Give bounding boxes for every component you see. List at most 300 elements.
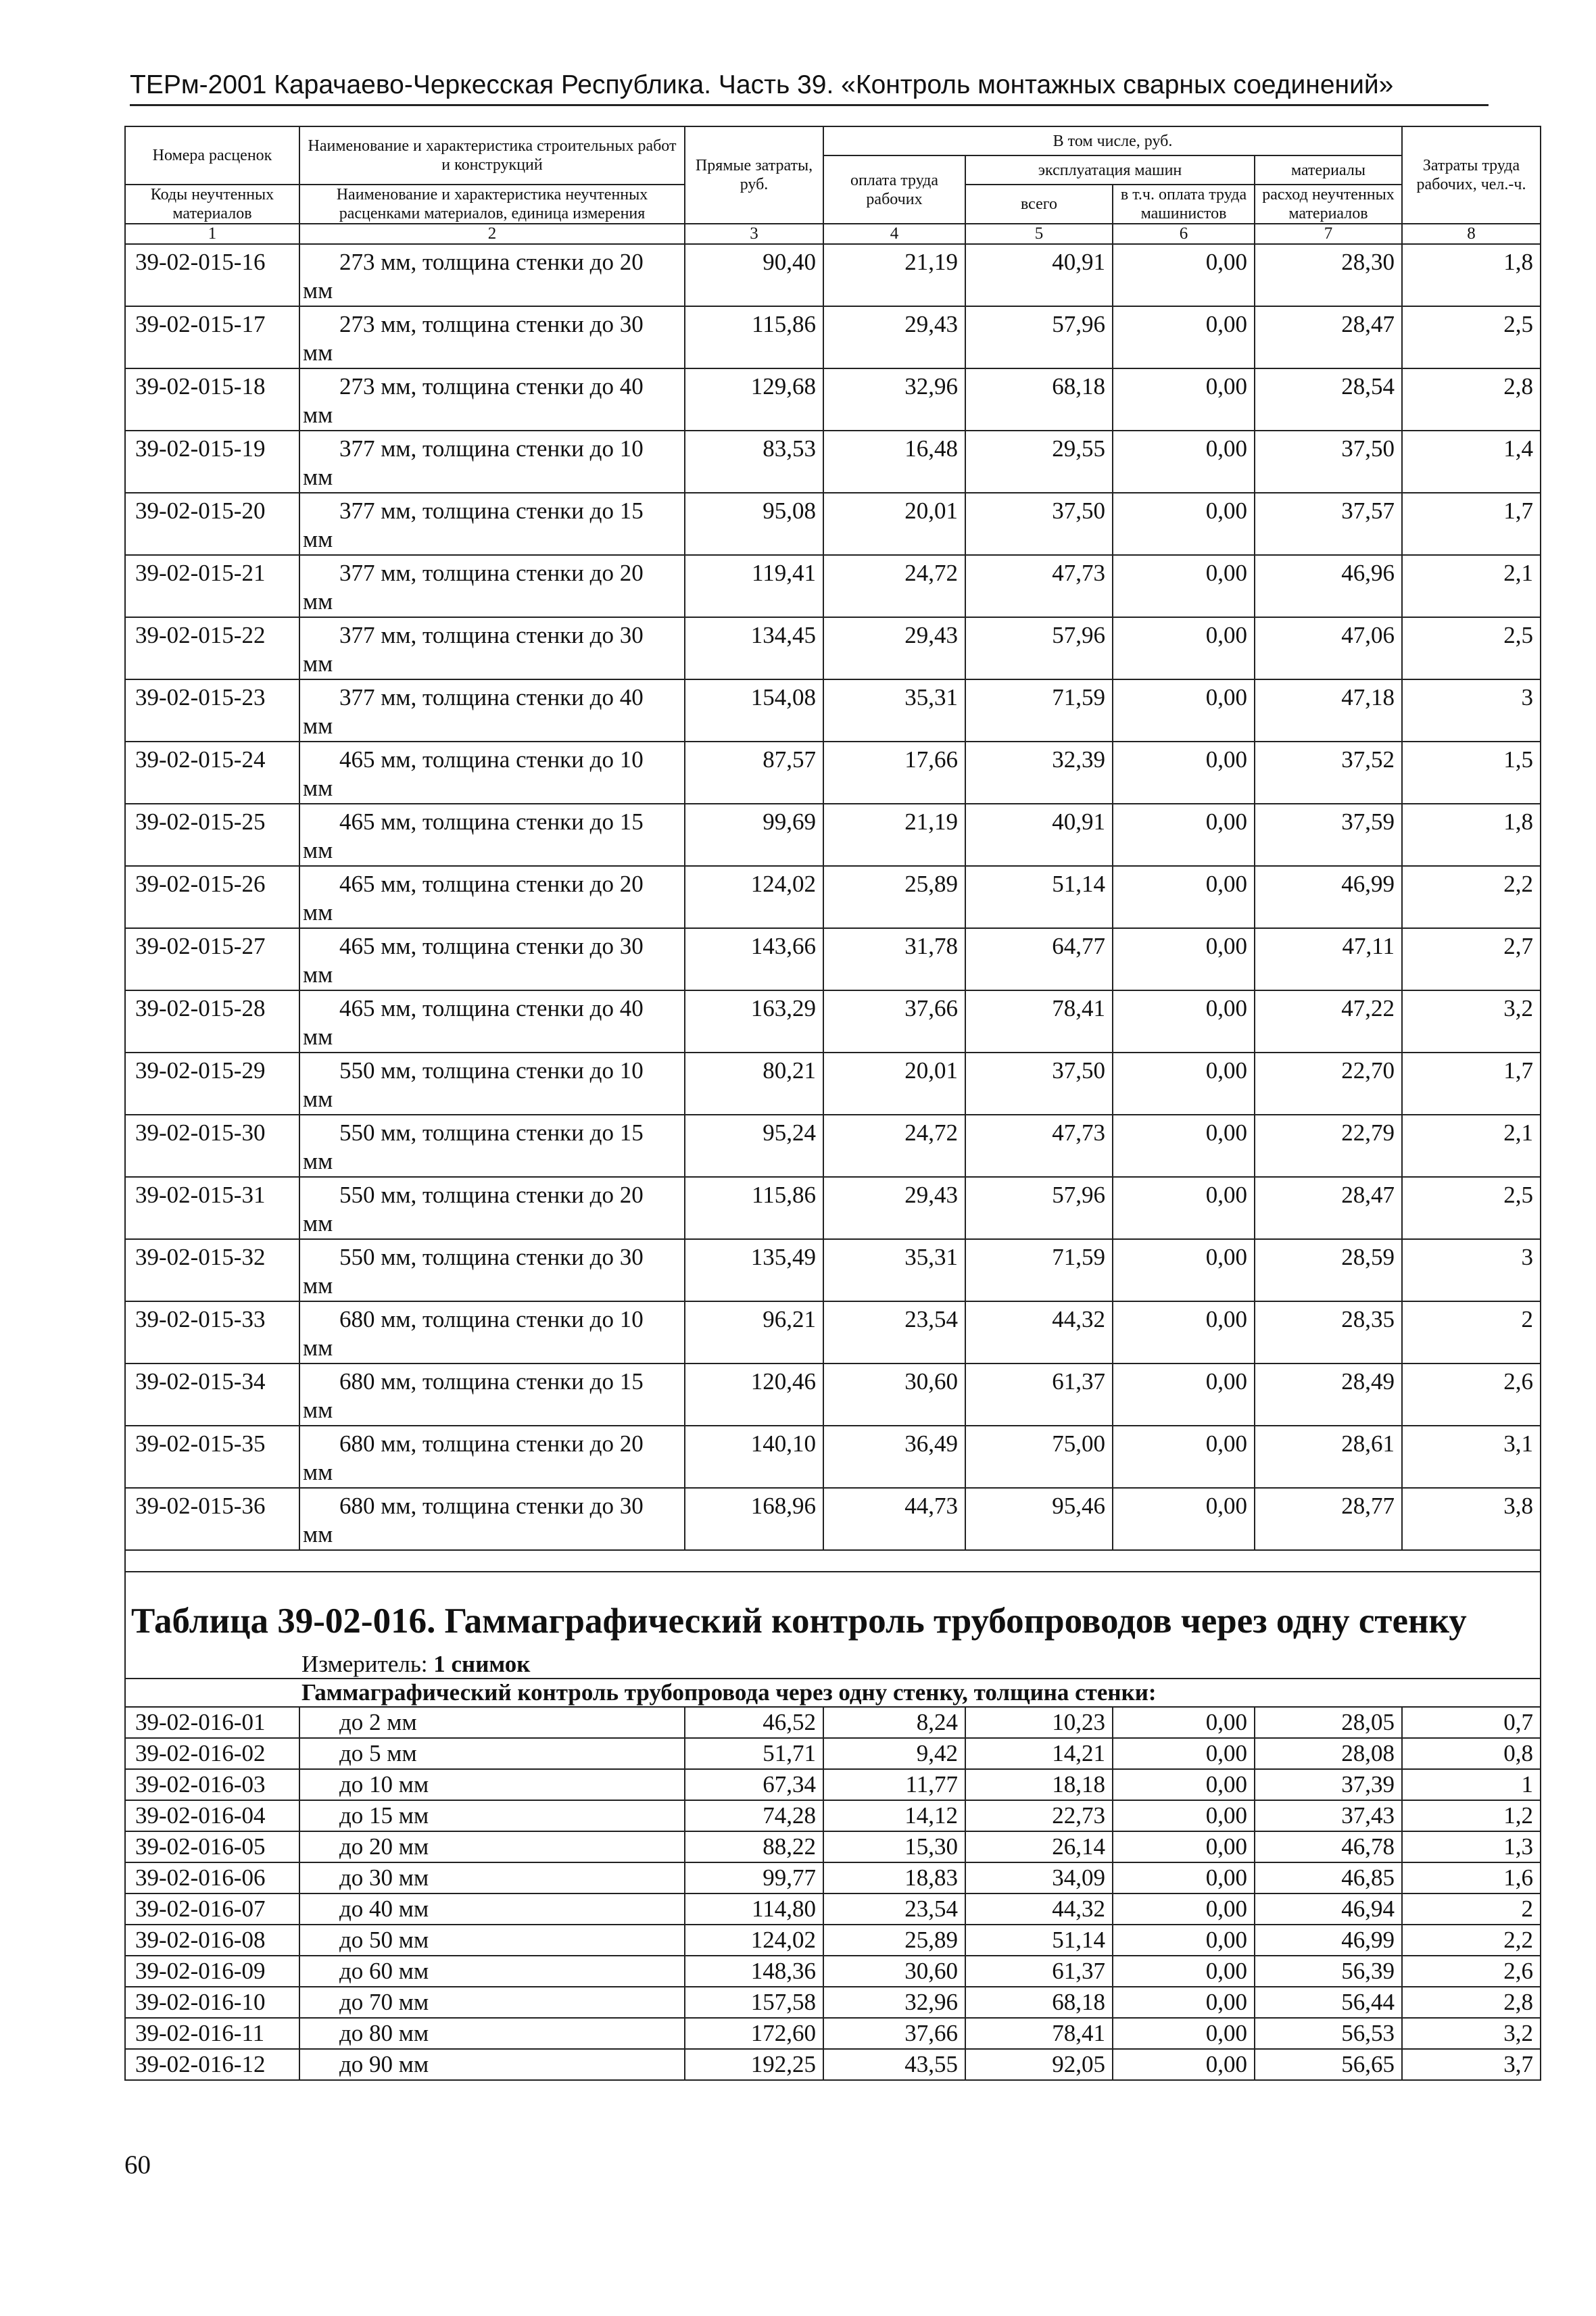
direct-costs-cell: 168,96 [685,1488,823,1550]
labor-hours-cell: 0,7 [1402,1707,1541,1738]
rate-code-cell: 39-02-015-30 [125,1115,299,1177]
machine-total-cell: 71,59 [965,1239,1113,1301]
description-unit: мм [303,526,333,552]
materials-cell: 28,61 [1255,1426,1402,1488]
operator-pay-cell: 0,00 [1113,244,1255,306]
labor-pay-cell: 25,89 [823,866,965,928]
operator-pay-cell: 0,00 [1113,1956,1255,1987]
labor-pay-cell: 35,31 [823,679,965,742]
table-row [125,1301,1541,1364]
labor-hours-cell: 3,2 [1402,2018,1541,2049]
rate-code-cell: 39-02-015-23 [125,679,299,742]
description-cell: до 80 мм [299,2018,685,2049]
table-row [125,1053,1541,1115]
labor-pay-cell: 32,96 [823,1987,965,2018]
description-text: 273 мм, толщина стенки до 40 [339,373,644,400]
description-cell [299,990,685,1053]
column-number: 6 [1113,224,1255,244]
machine-total-cell: 40,91 [965,804,1113,866]
table-016-body [125,1707,1541,2080]
labor-hours-cell: 1,4 [1402,431,1541,493]
description-text: 550 мм, толщина стенки до 20 [339,1182,644,1208]
measure-label: Измеритель: [301,1651,428,1677]
rate-code-cell: 39-02-015-19 [125,431,299,493]
materials-cell: 28,47 [1255,306,1402,368]
materials-cell: 47,11 [1255,928,1402,990]
labor-hours-cell: 3,7 [1402,2049,1541,2080]
labor-pay-cell: 25,89 [823,1925,965,1956]
labor-pay-cell: 30,60 [823,1364,965,1426]
column-number-row [125,224,1541,244]
description-cell: до 60 мм [299,1956,685,1987]
table-row [125,1893,1541,1925]
labor-pay-cell: 35,31 [823,1239,965,1301]
machine-total-cell: 78,41 [965,2018,1113,2049]
table-row [125,866,1541,928]
operator-pay-cell: 0,00 [1113,742,1255,804]
labor-pay-cell: 11,77 [823,1769,965,1800]
table-row [125,1956,1541,1987]
direct-costs-cell: 46,52 [685,1707,823,1738]
machine-total-cell: 57,96 [965,617,1113,679]
table-row [125,617,1541,679]
description-cell: до 20 мм [299,1831,685,1862]
column-number: 2 [299,224,685,244]
operator-pay-cell: 0,00 [1113,431,1255,493]
description-cell: до 5 мм [299,1738,685,1769]
direct-costs-cell: 74,28 [685,1800,823,1831]
machine-total-cell: 44,32 [965,1301,1113,1364]
description-cell: до 50 мм [299,1925,685,1956]
description-text: 465 мм, толщина стенки до 10 [339,746,644,773]
description-text: 465 мм, толщина стенки до 20 [339,871,644,897]
labor-pay-cell: 37,66 [823,2018,965,2049]
rate-code-cell: 39-02-016-12 [125,2049,299,2080]
labor-pay-cell: 30,60 [823,1956,965,1987]
description-unit: мм [303,588,333,614]
materials-cell: 37,50 [1255,431,1402,493]
labor-hours-cell: 1,7 [1402,493,1541,555]
labor-pay-cell: 43,55 [823,2049,965,2080]
operator-pay-cell: 0,00 [1113,990,1255,1053]
direct-costs-cell: 119,41 [685,555,823,617]
operator-pay-cell: 0,00 [1113,306,1255,368]
description-cell: до 30 мм [299,1862,685,1893]
description-text: 273 мм, толщина стенки до 20 [339,249,644,275]
labor-hours-cell: 1,8 [1402,244,1541,306]
description-unit: мм [303,1023,333,1050]
materials-cell: 46,96 [1255,555,1402,617]
operator-pay-cell: 0,00 [1113,1738,1255,1769]
column-number: 4 [823,224,965,244]
table-row [125,431,1541,493]
rate-code-cell: 39-02-015-26 [125,866,299,928]
description-cell: до 10 мм [299,1769,685,1800]
table-row [125,1115,1541,1177]
description-cell [299,928,685,990]
operator-pay-cell: 0,00 [1113,679,1255,742]
machine-total-cell: 92,05 [965,2049,1113,2080]
operator-pay-cell: 0,00 [1113,1053,1255,1115]
header-machine-total: всего [965,185,1113,224]
materials-cell: 28,77 [1255,1488,1402,1550]
table-row [125,555,1541,617]
rate-code-cell: 39-02-015-33 [125,1301,299,1364]
description-cell: до 90 мм [299,2049,685,2080]
labor-hours-cell: 2 [1402,1301,1541,1364]
column-number: 3 [685,224,823,244]
machine-total-cell: 95,46 [965,1488,1113,1550]
table-016-title-cell [125,1572,1541,1647]
table-row [125,1831,1541,1862]
labor-hours-cell: 2,1 [1402,555,1541,617]
materials-cell: 28,30 [1255,244,1402,306]
labor-pay-cell: 24,72 [823,555,965,617]
table-row [125,804,1541,866]
direct-costs-cell: 90,40 [685,244,823,306]
rate-code-cell: 39-02-016-07 [125,1893,299,1925]
table-row [125,1177,1541,1239]
direct-costs-cell: 115,86 [685,1177,823,1239]
machine-total-cell: 37,50 [965,493,1113,555]
labor-hours-cell: 1,6 [1402,1862,1541,1893]
direct-costs-cell: 154,08 [685,679,823,742]
rate-code-cell: 39-02-015-29 [125,1053,299,1115]
direct-costs-cell: 114,80 [685,1893,823,1925]
description-cell [299,679,685,742]
operator-pay-cell: 0,00 [1113,1800,1255,1831]
machine-total-cell: 32,39 [965,742,1113,804]
labor-pay-cell: 29,43 [823,306,965,368]
description-unit: мм [303,402,333,428]
machine-total-cell: 68,18 [965,1987,1113,2018]
operator-pay-cell: 0,00 [1113,866,1255,928]
description-cell: до 40 мм [299,1893,685,1925]
description-unit: мм [303,1272,333,1299]
column-number: 8 [1402,224,1541,244]
labor-hours-cell: 2,2 [1402,866,1541,928]
rate-code-cell: 39-02-015-35 [125,1426,299,1488]
header-direct-costs: Прямые затраты, руб. [685,126,823,224]
description-unit: мм [303,899,333,925]
machine-total-cell: 51,14 [965,1925,1113,1956]
description-unit: мм [303,1148,333,1174]
labor-hours-cell: 3,8 [1402,1488,1541,1550]
table-016-subtitle: Гаммаграфический контроль трубопровода через одну стенку, толщина стенки: [125,1679,1541,1707]
description-unit: мм [303,464,333,490]
price-table-wrapper [124,126,1540,2081]
table-row [125,1239,1541,1301]
header-materials: материалы [1255,155,1402,185]
labor-pay-cell: 36,49 [823,1426,965,1488]
materials-cell: 28,08 [1255,1738,1402,1769]
operator-pay-cell: 0,00 [1113,928,1255,990]
operator-pay-cell: 0,00 [1113,1177,1255,1239]
description-cell: до 15 мм [299,1800,685,1831]
column-number: 1 [125,224,299,244]
labor-hours-cell: 3,1 [1402,1426,1541,1488]
machine-total-cell: 57,96 [965,306,1113,368]
rate-code-cell: 39-02-016-06 [125,1862,299,1893]
machine-total-cell: 22,73 [965,1800,1113,1831]
labor-hours-cell: 1,8 [1402,804,1541,866]
rate-code-cell: 39-02-015-18 [125,368,299,431]
description-unit: мм [303,650,333,677]
table-header [125,126,1541,244]
table-row [125,2049,1541,2080]
description-cell [299,1115,685,1177]
column-number: 5 [965,224,1113,244]
rate-code-cell: 39-02-015-21 [125,555,299,617]
operator-pay-cell: 0,00 [1113,1488,1255,1550]
operator-pay-cell: 0,00 [1113,1301,1255,1364]
column-number: 7 [1255,224,1402,244]
operator-pay-cell: 0,00 [1113,1426,1255,1488]
labor-hours-cell: 2,1 [1402,1115,1541,1177]
price-table [124,126,1541,2081]
labor-pay-cell: 21,19 [823,804,965,866]
operator-pay-cell: 0,00 [1113,368,1255,431]
header-unaccounted-codes: Коды неучтенных материалов [125,185,299,224]
page-number: 60 [124,2150,151,2179]
direct-costs-cell: 96,21 [685,1301,823,1364]
description-text: 550 мм, толщина стенки до 15 [339,1119,644,1146]
table-row [125,1800,1541,1831]
description-unit: мм [303,713,333,739]
description-text: 377 мм, толщина стенки до 20 [339,560,644,586]
operator-pay-cell: 0,00 [1113,1115,1255,1177]
labor-pay-cell: 23,54 [823,1301,965,1364]
rate-code-cell: 39-02-016-03 [125,1769,299,1800]
machine-total-cell: 29,55 [965,431,1113,493]
table-015-body [125,244,1541,1550]
machine-total-cell: 64,77 [965,928,1113,990]
machine-total-cell: 18,18 [965,1769,1113,1800]
machine-total-cell: 51,14 [965,866,1113,928]
materials-cell: 46,94 [1255,1893,1402,1925]
operator-pay-cell: 0,00 [1113,1862,1255,1893]
labor-hours-cell: 2,6 [1402,1956,1541,1987]
labor-hours-cell: 1,3 [1402,1831,1541,1862]
description-cell: до 2 мм [299,1707,685,1738]
labor-pay-cell: 31,78 [823,928,965,990]
operator-pay-cell: 0,00 [1113,493,1255,555]
direct-costs-cell: 51,71 [685,1738,823,1769]
header-labor-cost: Затраты труда рабочих, чел.-ч. [1402,126,1541,224]
labor-hours-cell: 2 [1402,1893,1541,1925]
table-row [125,1987,1541,2018]
operator-pay-cell: 0,00 [1113,1239,1255,1301]
labor-pay-cell: 29,43 [823,617,965,679]
labor-hours-cell: 2,5 [1402,306,1541,368]
table-row [125,1769,1541,1800]
machine-total-cell: 47,73 [965,1115,1113,1177]
rate-code-cell: 39-02-016-04 [125,1800,299,1831]
rate-code-cell: 39-02-015-32 [125,1239,299,1301]
machine-total-cell: 71,59 [965,679,1113,742]
labor-pay-cell: 16,48 [823,431,965,493]
labor-hours-cell: 3,2 [1402,990,1541,1053]
description-cell [299,493,685,555]
description-cell [299,742,685,804]
description-text: 680 мм, толщина стенки до 30 [339,1493,644,1519]
labor-pay-cell: 23,54 [823,1893,965,1925]
header-rate-numbers: Номера расценок [125,126,299,185]
materials-cell: 28,49 [1255,1364,1402,1426]
labor-pay-cell: 21,19 [823,244,965,306]
labor-hours-cell: 1,5 [1402,742,1541,804]
materials-cell: 22,79 [1255,1115,1402,1177]
materials-cell: 56,65 [1255,2049,1402,2080]
labor-pay-cell: 15,30 [823,1831,965,1862]
description-unit: мм [303,837,333,863]
materials-cell: 37,52 [1255,742,1402,804]
table-row [125,1364,1541,1426]
table-row [125,1707,1541,1738]
table-row [125,1925,1541,1956]
labor-hours-cell: 2,5 [1402,1177,1541,1239]
operator-pay-cell: 0,00 [1113,1364,1255,1426]
materials-cell: 28,05 [1255,1707,1402,1738]
description-cell [299,1053,685,1115]
direct-costs-cell: 67,34 [685,1769,823,1800]
materials-cell: 37,39 [1255,1769,1402,1800]
labor-hours-cell: 2,2 [1402,1925,1541,1956]
machine-total-cell: 78,41 [965,990,1113,1053]
labor-hours-cell: 2,5 [1402,617,1541,679]
description-cell [299,1364,685,1426]
header-unaccounted-materials: Наименование и характеристика неучтенных расценками материалов, единица измерения [299,185,685,224]
machine-total-cell: 61,37 [965,1364,1113,1426]
description-cell [299,306,685,368]
direct-costs-cell: 88,22 [685,1831,823,1862]
labor-hours-cell: 3 [1402,1239,1541,1301]
table-row [125,2018,1541,2049]
labor-pay-cell: 14,12 [823,1800,965,1831]
direct-costs-cell: 83,53 [685,431,823,493]
table-016-section [125,1550,1541,1707]
rate-code-cell: 39-02-015-16 [125,244,299,306]
rate-code-cell: 39-02-015-34 [125,1364,299,1426]
direct-costs-cell: 172,60 [685,2018,823,2049]
operator-pay-cell: 0,00 [1113,1925,1255,1956]
rate-code-cell: 39-02-016-09 [125,1956,299,1987]
labor-pay-cell: 32,96 [823,368,965,431]
rate-code-cell: 39-02-015-17 [125,306,299,368]
description-text: 680 мм, толщина стенки до 10 [339,1306,644,1332]
direct-costs-cell: 192,25 [685,2049,823,2080]
rate-code-cell: 39-02-016-11 [125,2018,299,2049]
direct-costs-cell: 157,58 [685,1987,823,2018]
rate-code-cell: 39-02-016-01 [125,1707,299,1738]
machine-total-cell: 44,32 [965,1893,1113,1925]
table-016-title: Таблица 39-02-016. Гаммаграфический контроль трубопроводов через одну стенку [131,1601,1467,1641]
direct-costs-cell: 99,69 [685,804,823,866]
description-cell [299,1488,685,1550]
rate-code-cell: 39-02-015-36 [125,1488,299,1550]
description-text: 377 мм, толщина стенки до 40 [339,684,644,710]
rate-code-cell: 39-02-015-20 [125,493,299,555]
description-cell: до 70 мм [299,1987,685,2018]
direct-costs-cell: 124,02 [685,1925,823,1956]
description-text: 377 мм, толщина стенки до 10 [339,435,644,462]
labor-pay-cell: 8,24 [823,1707,965,1738]
materials-cell: 28,35 [1255,1301,1402,1364]
table-row [125,306,1541,368]
labor-hours-cell: 2,6 [1402,1364,1541,1426]
description-cell [299,1177,685,1239]
materials-cell: 46,85 [1255,1862,1402,1893]
rate-code-cell: 39-02-015-25 [125,804,299,866]
machine-total-cell: 37,50 [965,1053,1113,1115]
direct-costs-cell: 129,68 [685,368,823,431]
materials-cell: 47,18 [1255,679,1402,742]
description-text: 680 мм, толщина стенки до 15 [339,1368,644,1395]
machine-total-cell: 61,37 [965,1956,1113,1987]
labor-hours-cell: 1 [1402,1769,1541,1800]
direct-costs-cell: 95,24 [685,1115,823,1177]
header-work-description: Наименование и характеристика строительных работ и конструкций [299,126,685,185]
materials-cell: 56,39 [1255,1956,1402,1987]
description-cell [299,368,685,431]
labor-pay-cell: 17,66 [823,742,965,804]
operator-pay-cell: 0,00 [1113,1769,1255,1800]
machine-total-cell: 10,23 [965,1707,1113,1738]
direct-costs-cell: 163,29 [685,990,823,1053]
machine-total-cell: 40,91 [965,244,1113,306]
machine-total-cell: 75,00 [965,1426,1113,1488]
description-text: 465 мм, толщина стенки до 15 [339,809,644,835]
materials-cell: 37,43 [1255,1800,1402,1831]
labor-pay-cell: 20,01 [823,493,965,555]
materials-cell: 47,22 [1255,990,1402,1053]
description-text: 680 мм, толщина стенки до 20 [339,1430,644,1457]
description-text: 465 мм, толщина стенки до 30 [339,933,644,959]
operator-pay-cell: 0,00 [1113,555,1255,617]
materials-cell: 46,99 [1255,866,1402,928]
labor-pay-cell: 9,42 [823,1738,965,1769]
description-text: 377 мм, толщина стенки до 30 [339,622,644,648]
table-row [125,1862,1541,1893]
description-cell [299,617,685,679]
description-unit: мм [303,1397,333,1423]
labor-pay-cell: 44,73 [823,1488,965,1550]
operator-pay-cell: 0,00 [1113,1831,1255,1862]
rate-code-cell: 39-02-016-08 [125,1925,299,1956]
materials-cell: 28,47 [1255,1177,1402,1239]
materials-cell: 46,99 [1255,1925,1402,1956]
description-text: 550 мм, толщина стенки до 10 [339,1057,644,1084]
header-labor-pay: оплата труда рабочих [823,155,965,224]
operator-pay-cell: 0,00 [1113,804,1255,866]
labor-pay-cell: 24,72 [823,1115,965,1177]
materials-cell: 56,53 [1255,2018,1402,2049]
machine-total-cell: 57,96 [965,1177,1113,1239]
operator-pay-cell: 0,00 [1113,1893,1255,1925]
table-row [125,1488,1541,1550]
operator-pay-cell: 0,00 [1113,1707,1255,1738]
materials-cell: 37,57 [1255,493,1402,555]
direct-costs-cell: 134,45 [685,617,823,679]
measure-cell [125,1647,1541,1679]
materials-cell: 56,44 [1255,1987,1402,2018]
machine-total-cell: 14,21 [965,1738,1113,1769]
labor-hours-cell: 0,8 [1402,1738,1541,1769]
direct-costs-cell: 135,49 [685,1239,823,1301]
rate-code-cell: 39-02-015-27 [125,928,299,990]
table-row [125,742,1541,804]
rate-code-cell: 39-02-015-31 [125,1177,299,1239]
